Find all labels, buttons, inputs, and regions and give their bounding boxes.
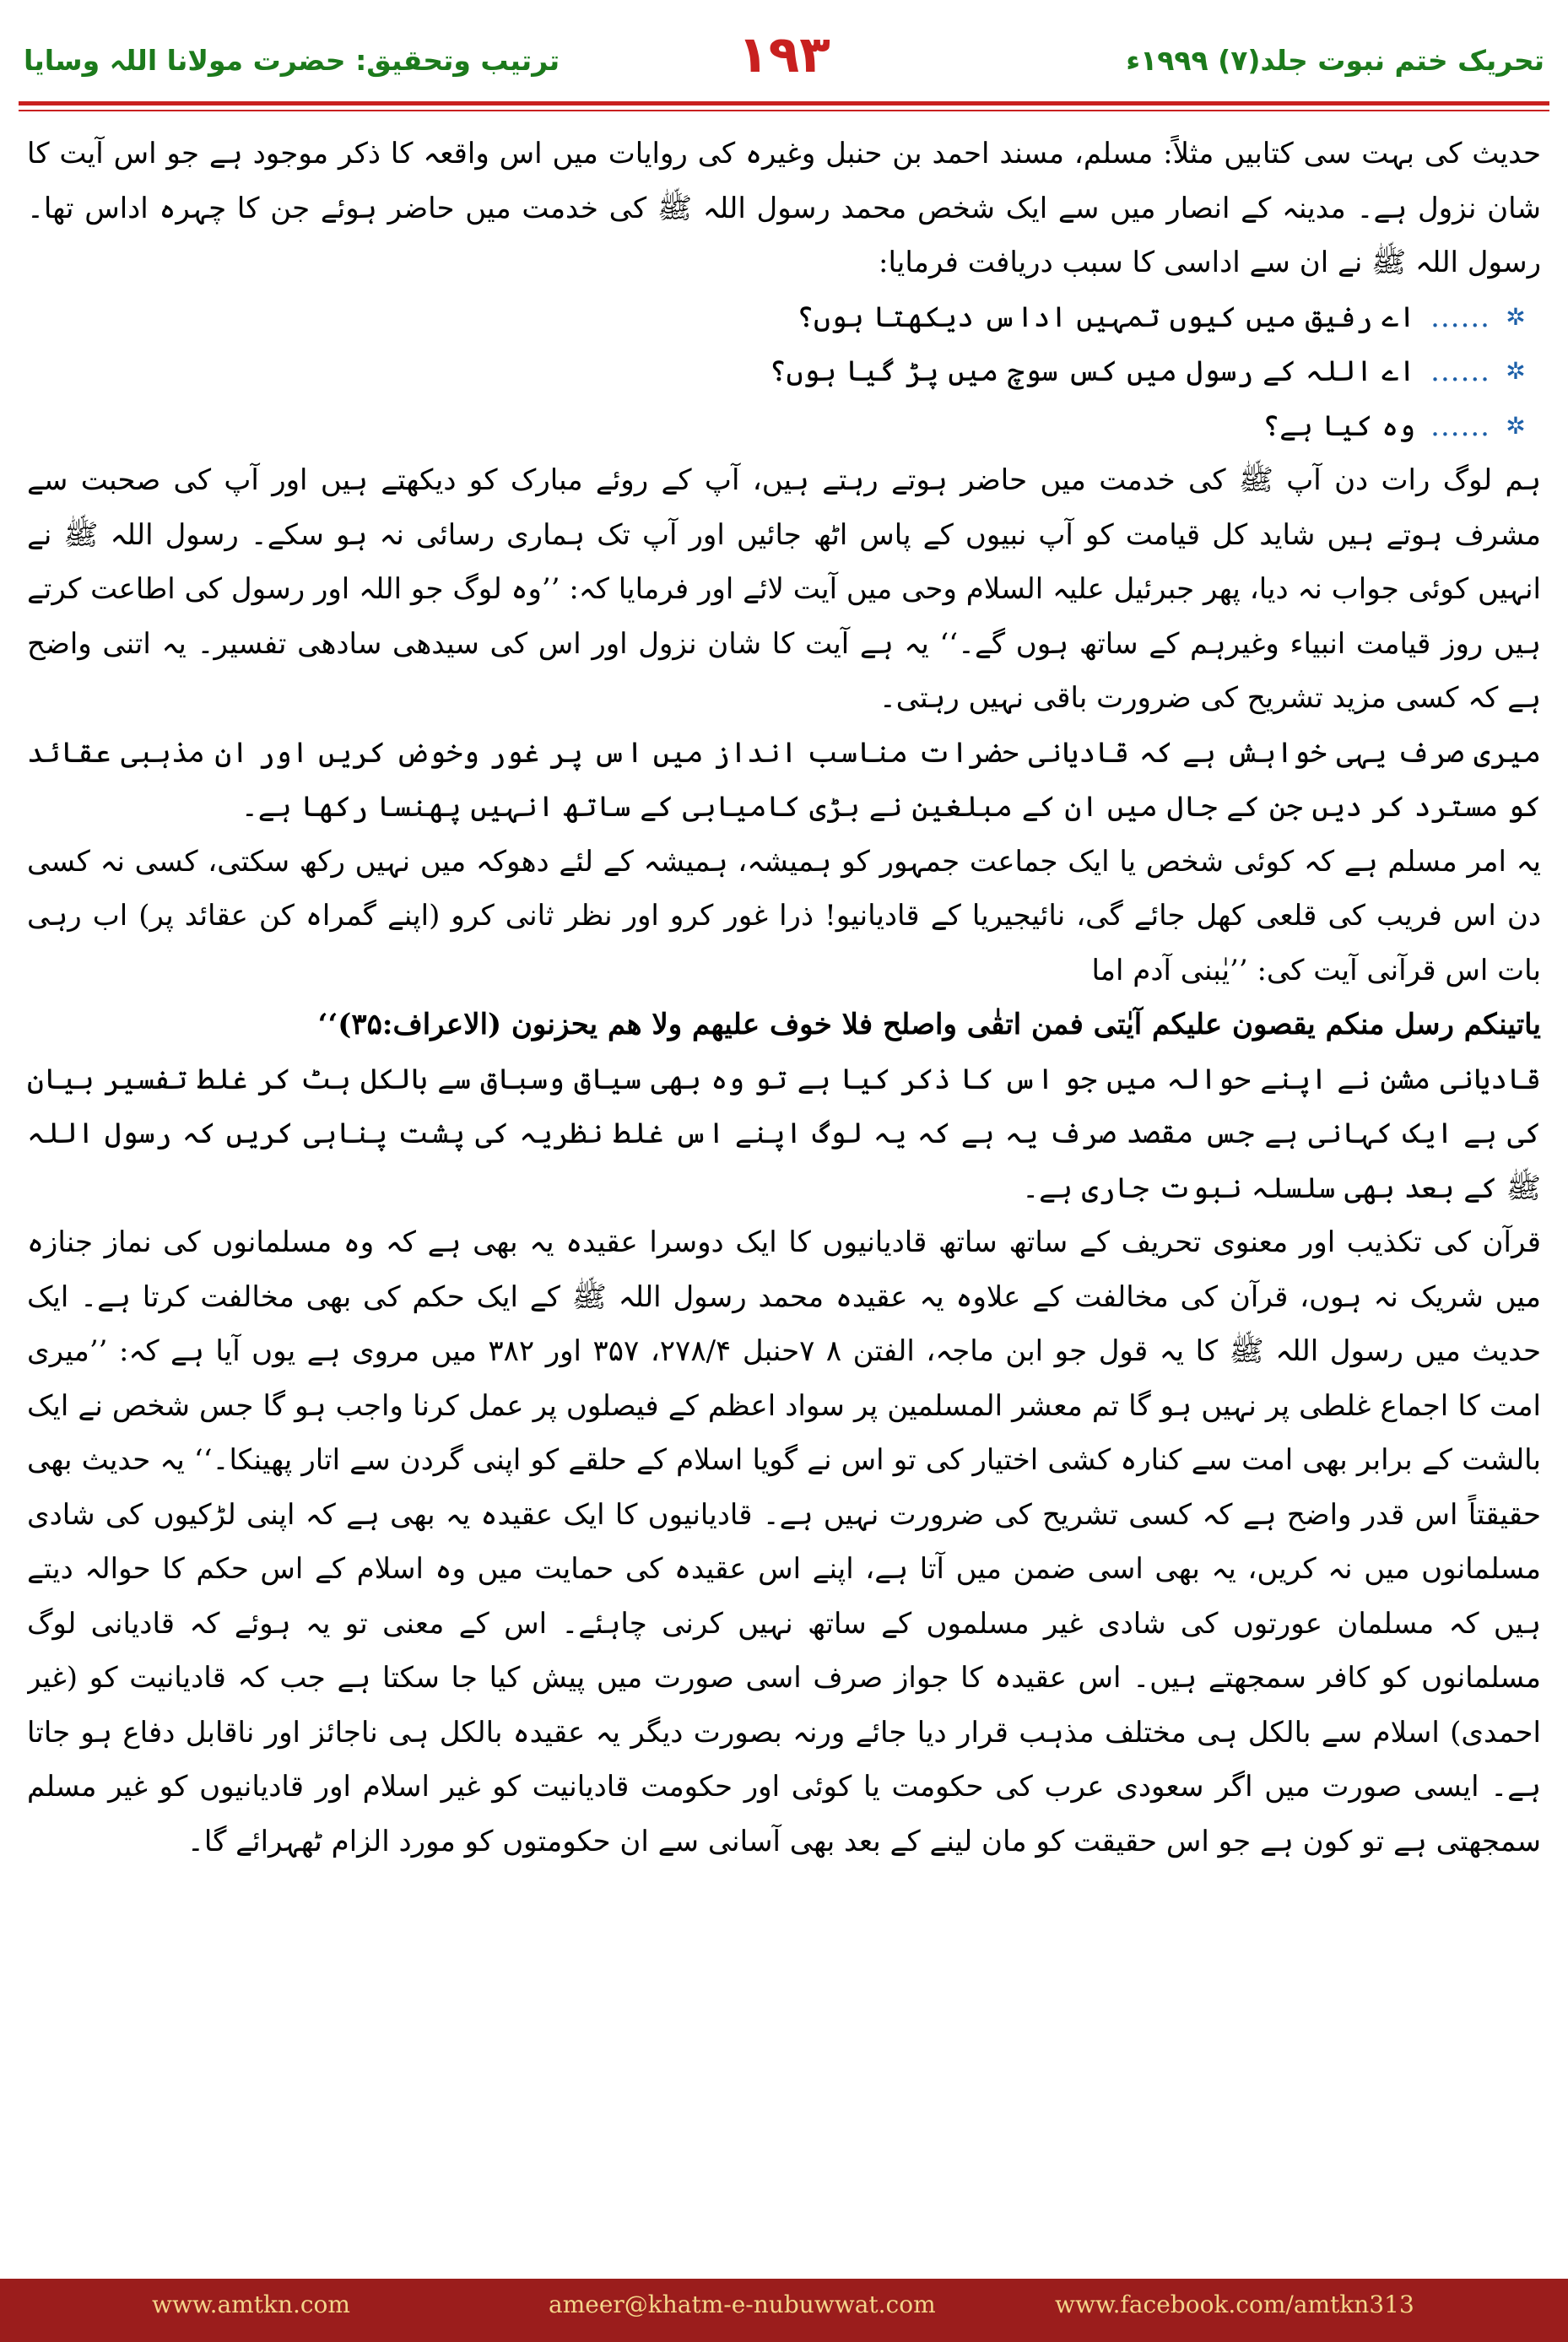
page-footer [0,2279,1568,2342]
paragraph: قادیانی مشن نے اپنے حوالہ میں جو اس کا ذکر کیا ہے تو وہ بھی سیاق وسباق سے بالکل ہٹ کر غلط تفسیر بیان کی ہے ایک کہانی ہے جس مقصد صرف یہ ہے کہ یہ لوگ اپنے اس غلط نظریہ کی پشت پناہی کریں کہ رسول اللہ ﷺ کے بعد بھی سلسلہ نبوت جاری ہے۔ [27,1062,1541,1205]
paragraph: قرآن کی تکذیب اور معنوی تحریف کے ساتھ ساتھ قادیانیوں کا ایک دوسرا عقیدہ یہ بھی ہے کہ وہ مسلمانوں کی نماز جنازہ میں شریک نہ ہوں، قرآن کی مخالفت کے علاوہ یہ عقیدہ محمد رسول اللہ ﷺ کے ایک حکم کی بھی مخالفت کرتا ہے۔ ایک حدیث میں رسول اللہ ﷺ کا یہ قول جو ابن ماجہ، الفتن ۸ ۷حنبل ۲۷۸/۴، ۳۵۷ اور ۳۸۲ میں مروی ہے یوں آیا ہے کہ: ’’میری امت کا اجماع غلطی پر نہیں ہو گا تم معشر المسلمین پر سواد اعظم کے فیصلوں پر عمل کرنا واجب ہو گا جس شخص نے ایک بالشت کے برابر بھی امت سے کنارہ کشی اختیار کی تو اس نے گویا اسلام کے حلقے کو اپنی گردن سے اتار پھینکا۔‘‘ یہ حدیث بھی حقیقتاً اس قدر واضح ہے کہ کسی تشریح کی ضرورت نہیں ہے۔ قادیانیوں کا ایک عقیدہ یہ بھی ہے کہ اپنی لڑکیوں کی شادی مسلمانوں میں نہ کریں، یہ بھی اسی ضمن میں آتا ہے، اپنے اس عقیدہ کی حمایت میں وہ اسلام کے اس حکم کا حوالہ دیتے ہیں کہ مسلمان عورتوں کی شادی غیر مسلموں کے ساتھ نہیں کرنی چاہئے۔ اس کے معنی تو یہ ہوئے کہ قادیانی لوگ مسلمانوں کو کافر سمجھتے ہیں۔ اس عقیدہ کا جواز صرف اسی صورت میں پیش کیا جا سکتا ہے جب کہ قادیانیت کو (غیر احمدی) اسلام سے بالکل ہی مختلف مذہب قرار دیا جائے ورنہ بصورت دیگر یہ عقیدہ بالکل ہی ناجائز اور ناقابل دفاع ہو جاتا ہے۔ ایسی صورت میں اگر سعودی عرب کی حکومت یا کوئی اور حکومت قادیانیت کو غیر اسلام اور قادیانیوں کو غیر مسلم سمجھتی ہے تو کون ہے جو اس حقیقت کو مان لینے کے بعد بھی آسانی سے ان حکومتوں کو مورد الزام ٹھہرائے گا۔ [27,1225,1541,1858]
header-rule [19,101,1549,105]
page-number: ۱۹۳ [738,25,830,84]
list-item-text: وہ کیا ہے؟ [1263,408,1416,443]
compiler-credit: ترتیب وتحقیق: حضرت مولانا اللہ وسایا [24,44,560,77]
bullet-dots: ...... [1430,354,1490,388]
book-title: تحریک ختم نبوت جلد(۷) ۱۹۹۹ء [1126,44,1544,77]
page-header [0,0,1568,127]
bullet-dots: ...... [1430,300,1490,334]
list-item-text: اے رفیق میں کیوں تمہیں اداس دیکھتا ہوں؟ [797,300,1416,334]
header-rule-thin [19,110,1549,111]
list-item [27,290,1541,345]
footer-website-link[interactable]: www.amtkn.com [152,2291,350,2318]
article-body [27,127,1541,2241]
list-item [27,344,1541,399]
footer-facebook-link[interactable]: www.facebook.com/amtkn313 [1055,2291,1414,2318]
quran-verse: یاتینکم رسل منکم یقصون علیکم آیٰتی فمن اتقٰی واصلح فلا خوف علیھم ولا ھم یحزنون (الاعراف:۳۵)‘‘ [317,1008,1541,1041]
list-item-text: اے اللہ کے رسول میں کس سوچ میں پڑ گیا ہوں؟ [769,354,1416,388]
star-bullet-icon: ✲ [1506,302,1526,331]
paragraph: ہم لوگ رات دن آپ ﷺ کی خدمت میں حاضر ہوتے رہتے ہیں، آپ کے روئے مبارک کو دیکھتے ہیں اور آپ کی صحبت سے مشرف ہوتے ہیں شاید کل قیامت کو آپ نبیوں کے پاس اٹھ جائیں اور آپ تک ہماری رسائی نہ ہو سکے۔ رسول اللہ ﷺ نے انہیں کوئی جواب نہ دیا، پھر جبرئیل علیہ السلام وحی میں آیت لائے اور فرمایا کہ: ’’وہ لوگ جو اللہ اور رسول کی اطاعت کرتے ہیں روز قیامت انبیاء وغیرہم کے ساتھ ہوں گے۔‘‘ یہ ہے آیت کا شان نزول اور اس کی سیدھی سادھی تفسیر۔ یہ اتنی واضح ہے کہ کسی مزید تشریح کی ضرورت باقی نہیں رہتی۔ [27,463,1541,715]
paragraph: یہ امر مسلم ہے کہ کوئی شخص یا ایک جماعت جمہور کو ہمیشہ، ہمیشہ کے لئے دھوکہ میں نہیں رکھ سکتی، کسی نہ کسی دن اس فریب کی قلعی کھل جائے گی، نائیجیریا کے قادیانیو! ذرا غور کرو اور نظر ثانی کرو (اپنے گمراہ کن عقائد پر) اب رہی بات اس قرآنی آیت کی: ’’یٰبنی آدم اما [27,844,1541,987]
paragraph: حدیث کی بہت سی کتابیں مثلاً: مسلم، مسند احمد بن حنبل وغیرہ کی روایات میں اس واقعہ کا ذکر موجود ہے جو اس آیت کا شان نزول ہے۔ مدینہ کے انصار میں سے ایک شخص محمد رسول اللہ ﷺ کی خدمت میں حاضر ہوئے جن کا چہرہ اداس تھا۔ رسول اللہ ﷺ نے ان سے اداسی کا سبب دریافت فرمایا: [27,137,1541,279]
star-bullet-icon: ✲ [1506,357,1526,385]
star-bullet-icon: ✲ [1506,411,1526,440]
list-item [27,399,1541,454]
footer-email-link[interactable]: ameer@khatm-e-nubuwwat.com [549,2291,936,2318]
bullet-dots: ...... [1430,408,1490,443]
paragraph: میری صرف یہی خواہش ہے کہ قادیانی حضرات مناسب انداز میں اس پر غور وخوض کریں اور ان مذہبی عقائد کو مسترد کر دیں جن کے جال میں ان کے مبلغین نے بڑی کامیابی کے ساتھ انہیں پھنسا رکھا ہے۔ [27,735,1541,824]
